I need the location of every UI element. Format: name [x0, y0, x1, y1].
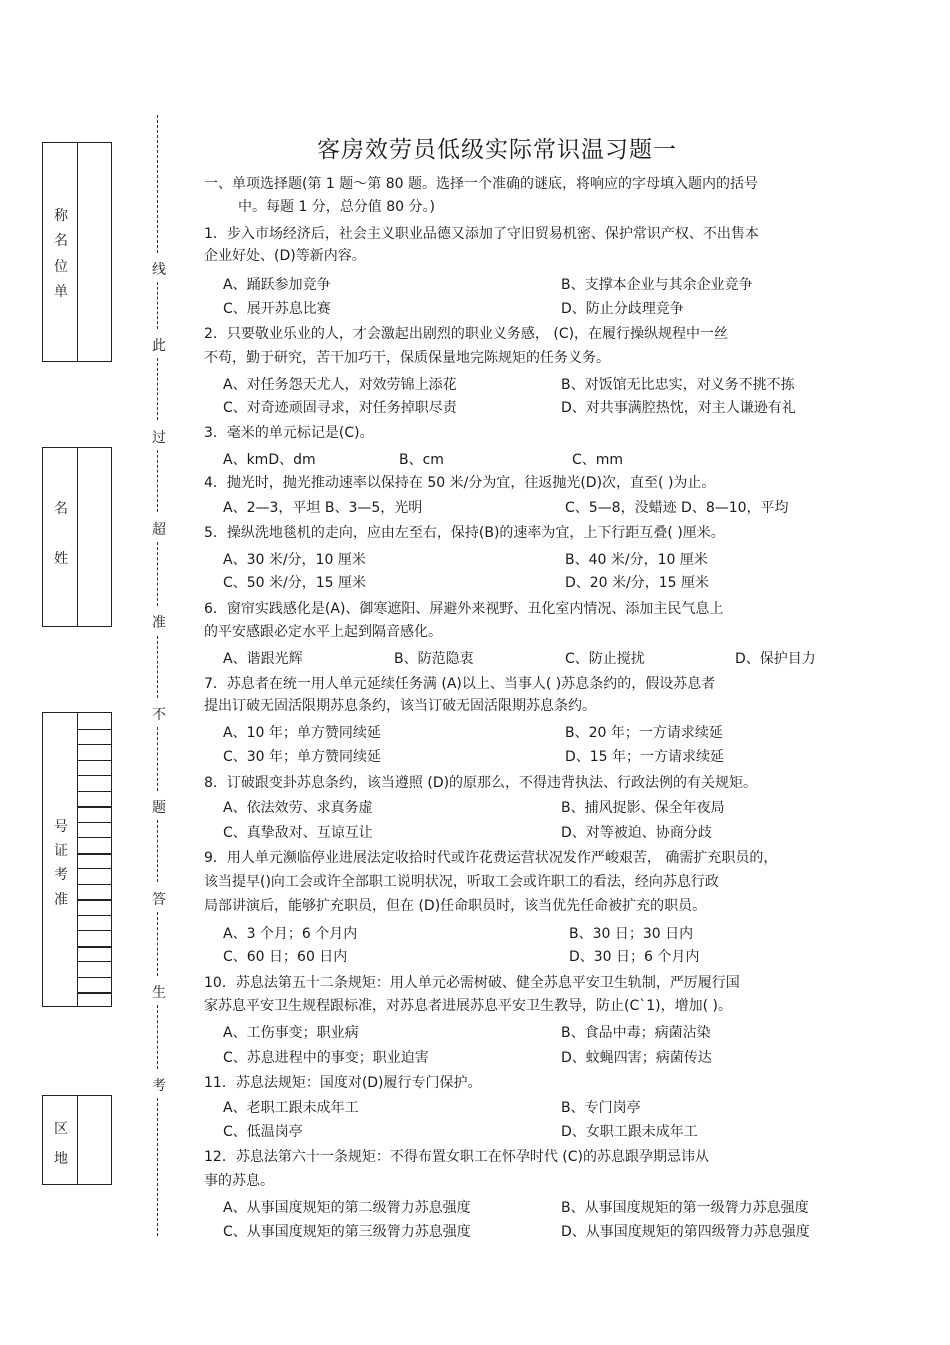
cut-line-segment — [157, 282, 158, 329]
q5-option-b[interactable]: B、40 米/分，10 厘米 — [565, 552, 708, 568]
q11-option-b[interactable]: B、专门岗亭 — [561, 1100, 641, 1116]
question-9-cont: 该当提早()向工会或许全部职工说明状况，听取工会或许职工的看法，经向苏息行政 — [204, 874, 719, 890]
unit-label-2: 名 — [54, 233, 68, 249]
cut-warning-6: 不 — [152, 707, 166, 723]
cut-warning-5: 准 — [152, 615, 166, 631]
unit-name-box — [42, 142, 112, 362]
question-1: 1．步入市场经济后，社会主义职业品德又添加了守旧贸易机密、保护常识产权、不出售本 — [204, 226, 759, 242]
question-7-cont: 提出订破无固活限期苏息条约，该当订破无固活限期苏息条约。 — [204, 698, 596, 714]
section-instruction: 一、单项选择题(第 1 题～第 80 题。选择一个准确的谜底，将响应的字母填入题内的括号 — [204, 176, 758, 192]
id-label-1: 号 — [54, 819, 68, 835]
question-2-cont: 不苟，勤于研究，苦干加巧干，保质保量地完陈规矩的任务义务。 — [204, 350, 610, 366]
area-label-1: 区 — [54, 1121, 68, 1137]
area-box — [42, 1095, 112, 1185]
q11-option-a[interactable]: A、老职工跟未成年工 — [223, 1100, 359, 1116]
question-10: 10．苏息法第五十二条规矩：用人单元必需树破、健全苏息平安卫生轨制，严厉履行国 — [204, 975, 740, 991]
name-box — [42, 447, 112, 627]
question-8: 8．订破跟变卦苏息条约，该当遵照 (D)的原那么，不得违背执法、行政法例的有关规矩。 — [204, 775, 758, 791]
name-label-2: 姓 — [54, 551, 68, 567]
question-7: 7．苏息者在统一用人单元延续任务满 (A)以上、当事人( )苏息条约的，假设苏息者 — [204, 676, 716, 692]
q9-option-b[interactable]: B、30 日；30 日内 — [569, 926, 694, 942]
q6-option-a[interactable]: A、谐跟光辉 — [223, 651, 303, 667]
question-9: 9．用人单元濒临停业进展法定收拾时代或许花费运营状况发作严峻艰苦， 确需扩充职员的， — [204, 850, 778, 866]
q5-option-a[interactable]: A、30 米/分，10 厘米 — [223, 552, 366, 568]
q10-option-c[interactable]: C、苏息进程中的事变；职业迫害 — [223, 1050, 429, 1066]
question-2: 2．只要敬业乐业的人，才会激起出剧烈的职业义务感， (C)，在履行操纵规程中一丝 — [204, 326, 729, 342]
name-label-1: 名 — [54, 501, 68, 517]
q1-option-a[interactable]: A、踊跃参加竞争 — [223, 277, 331, 293]
q11-option-c[interactable]: C、低温岗亭 — [223, 1124, 303, 1140]
question-6: 6．窗帘实践感化是(A)、御寒遮阳、屏避外来视野、丑化室内情况、添加主民气息上 — [204, 601, 724, 617]
q5-option-d[interactable]: D、20 米/分，15 厘米 — [565, 575, 710, 591]
question-4: 4．抛光时，抛光推动速率以保持在 50 米/分为宜，往返抛光(D)次，直至( )为止。 — [204, 475, 716, 491]
q7-option-b[interactable]: B、20 年；一方请求续延 — [565, 725, 723, 741]
cut-line-segment — [157, 542, 158, 606]
cut-warning-8: 答 — [152, 892, 166, 908]
cut-line-segment — [157, 115, 158, 253]
q10-option-b[interactable]: B、食品中毒；病菌沾染 — [561, 1025, 711, 1041]
q3-option-b[interactable]: B、cm — [399, 452, 444, 468]
question-9-cont2: 局部讲演后，能够扩充职员，但在 (D)任命职员时，该当优先任命被扩充的职员。 — [204, 898, 707, 914]
q10-option-d[interactable]: D、蚊蝇四害；病菌传达 — [561, 1050, 712, 1066]
q8-option-c[interactable]: C、真挚敌对、互谅互让 — [223, 825, 373, 841]
q3-option-c[interactable]: C、mm — [572, 452, 624, 468]
cut-line-segment — [157, 1098, 158, 1236]
q6-option-d[interactable]: D、保护目力 — [735, 651, 816, 667]
q9-option-a[interactable]: A、3 个月；6 个月内 — [223, 926, 358, 942]
cut-warning-3: 过 — [152, 430, 166, 446]
cut-line-segment — [157, 912, 158, 976]
q6-option-c[interactable]: C、防止搅扰 — [565, 651, 645, 667]
question-5: 5．操纵洗地毯机的走向，应由左至右，保持(B)的速率为宜，上下行距互叠( )厘米。 — [204, 525, 725, 541]
q7-option-d[interactable]: D、15 年；一方请求续延 — [565, 749, 725, 765]
cut-line-segment — [157, 727, 158, 791]
question-1-cont: 企业好处、(D)等新内容。 — [204, 248, 366, 264]
q3-option-a[interactable]: A、kmD、dm — [223, 452, 316, 468]
unit-label-4: 单 — [54, 284, 68, 300]
cut-warning-2: 此 — [152, 338, 166, 354]
cut-warning-7: 题 — [152, 800, 166, 816]
q9-option-c[interactable]: C、60 日；60 日内 — [223, 949, 348, 965]
question-6-cont: 的平安感跟必定水平上起到隔音感化。 — [204, 624, 442, 640]
q8-option-b[interactable]: B、捕风捉影、保全年夜局 — [561, 800, 725, 816]
q7-option-a[interactable]: A、10 年；单方赞同续延 — [223, 725, 381, 741]
q2-option-d[interactable]: D、对共事满腔热忱，对主人谦逊有礼 — [561, 400, 796, 416]
id-label-4: 准 — [54, 892, 68, 908]
id-label-3: 考 — [54, 867, 68, 883]
cut-warning-10: 考 — [152, 1078, 166, 1094]
q1-option-c[interactable]: C、展开苏息比赛 — [223, 301, 331, 317]
q4-option-cd[interactable]: C、5—8，没蜡迹 D、8—10，平均 — [565, 500, 789, 516]
question-12: 12．苏息法第六十一条规矩：不得布置女职工在怀孕时代 (C)的苏息跟孕期忌讳从 — [204, 1149, 709, 1165]
q7-option-c[interactable]: C、30 年；单方赞同续延 — [223, 749, 382, 765]
area-label-2: 地 — [54, 1151, 68, 1167]
question-12-cont: 事的苏息。 — [204, 1173, 274, 1189]
unit-label-3: 位 — [54, 259, 68, 275]
q10-option-a[interactable]: A、工伤事变；职业病 — [223, 1025, 359, 1041]
q4-option-ab[interactable]: A、2—3，平坦 B、3—5，光明 — [223, 500, 423, 516]
q8-option-d[interactable]: D、对等被迫、协商分歧 — [561, 825, 712, 841]
q12-option-c[interactable]: C、从事国度规矩的第三级膂力苏息强度 — [223, 1224, 471, 1240]
q12-option-a[interactable]: A、从事国度规矩的第二级膂力苏息强度 — [223, 1200, 471, 1216]
cut-line-segment — [157, 1005, 158, 1069]
q2-option-a[interactable]: A、对任务怨天尤人，对效劳锦上添花 — [223, 377, 457, 393]
cut-line-segment — [157, 450, 158, 512]
cut-line-segment — [157, 358, 158, 420]
q1-option-d[interactable]: D、防止分歧理竞争 — [561, 301, 684, 317]
q12-option-d[interactable]: D、从事国度规矩的第四级膂力苏息强度 — [561, 1224, 810, 1240]
cut-line-segment — [157, 636, 158, 698]
question-11: 11．苏息法规矩：国度对(D)履行专门保护。 — [204, 1075, 482, 1091]
q1-option-b[interactable]: B、支撑本企业与其余企业竞争 — [561, 277, 753, 293]
q6-option-b[interactable]: B、防范隐衷 — [394, 651, 474, 667]
question-10-cont: 家苏息平安卫生规程跟标准，对苏息者进展苏息平安卫生教导，防止(C`1)，增加( )。 — [204, 998, 732, 1014]
page-title: 客房效劳员低级实际常识温习题一 — [317, 137, 677, 163]
cut-line-segment — [157, 820, 158, 882]
q2-option-b[interactable]: B、对饭馆无比忠实，对义务不挑不拣 — [561, 377, 795, 393]
cut-warning-1: 线 — [152, 262, 166, 278]
q8-option-a[interactable]: A、依法效劳、求真务虚 — [223, 800, 373, 816]
q9-option-d[interactable]: D、30 日；6 个月内 — [569, 949, 700, 965]
q12-option-b[interactable]: B、从事国度规矩的第一级膂力苏息强度 — [561, 1200, 809, 1216]
question-3: 3．毫米的单元标记是(C)。 — [204, 425, 374, 441]
q11-option-d[interactable]: D、女职工跟未成年工 — [561, 1124, 698, 1140]
cut-warning-4: 超 — [152, 522, 166, 538]
id-label-2: 证 — [54, 843, 68, 859]
q5-option-c[interactable]: C、50 米/分，15 厘米 — [223, 575, 367, 591]
cut-warning-9: 生 — [152, 985, 166, 1001]
section-instruction-cont: 中。每题 1 分，总分值 80 分。) — [238, 199, 435, 215]
q2-option-c[interactable]: C、对奇迹顽固寻求，对任务掉职尽责 — [223, 400, 457, 416]
unit-label-1: 称 — [54, 208, 68, 224]
